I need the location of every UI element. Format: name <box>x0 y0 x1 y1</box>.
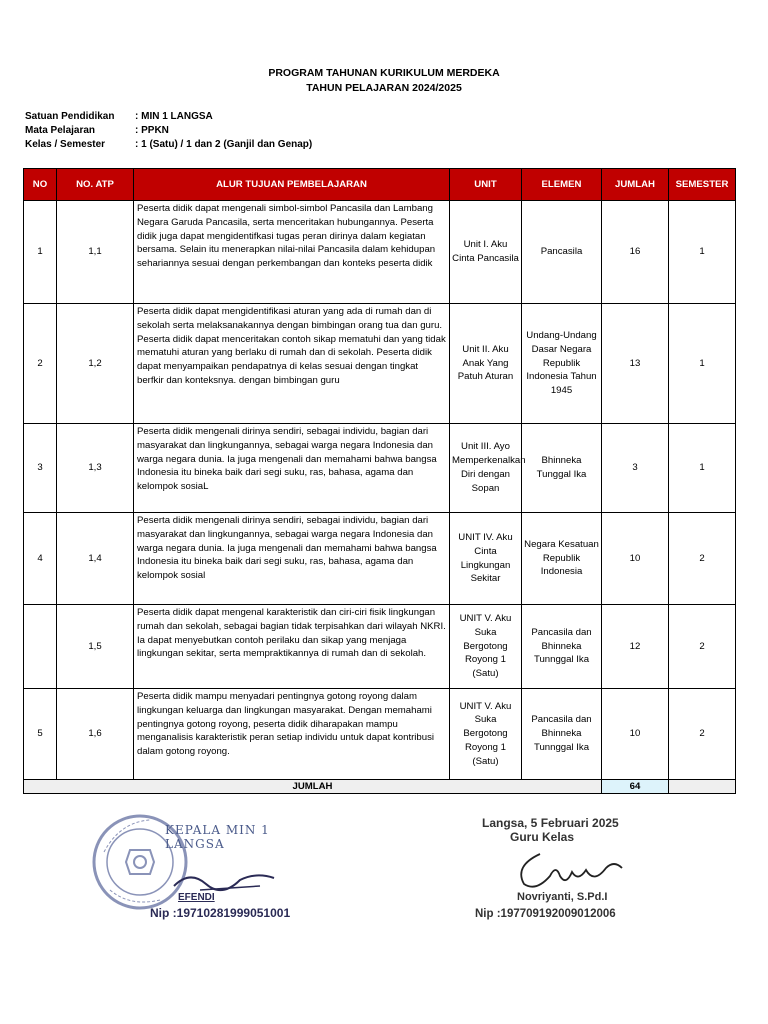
column-header-jumlah: JUMLAH <box>602 169 669 201</box>
cell-alur: Peserta didik dapat mengenali simbol-simbol Pancasila dan Lambang Negara Garuda Pancasila, serta menceritakan hubungannya. Peserta didik juga dapat mengidentifkasi tugas peran dirinya dalam kegiatan bersama. Selain itu menerapkan nilai-nilai Pancasila dalam kehidupan sehariannya sesuai dengan perkembangan dan konteks peserta didik <box>134 201 450 304</box>
total-empty-cell <box>669 780 736 794</box>
cell-elemen: Pancasila <box>522 201 602 304</box>
table-header-row <box>24 169 736 201</box>
cell-alur: Peserta didik dapat mengenal karakteristik dan ciri-ciri fisik lingkungan rumah dan sekolah, sebagai bagian tidak terpisahkan dari wilayah NKRI. Ia dapat menyebutkan contoh perilaku dan sikap yang menjaga lingkungan sekitar, serta mempraktikannya di rumah dan di sekolah. <box>134 605 450 689</box>
signature-block-teacher <box>470 816 710 926</box>
meta-label: Satuan Pendidikan <box>25 111 115 122</box>
column-header-alur: ALUR TUJUAN PEMBELAJARAN <box>134 169 450 201</box>
cell-atp: 1,6 <box>57 689 134 780</box>
cell-unit: Unit II. Aku Anak Yang Patuh Aturan <box>450 304 522 424</box>
column-header-atp: NO. ATP <box>57 169 134 201</box>
cell-elemen: Pancasila dan Bhinneka Tunnggal Ika <box>522 605 602 689</box>
cell-atp: 1,1 <box>57 201 134 304</box>
cell-atp: 1,2 <box>57 304 134 424</box>
column-header-semester: SEMESTER <box>669 169 736 201</box>
cell-jumlah: 10 <box>602 689 669 780</box>
meta-value: : PPKN <box>135 125 169 136</box>
meta-row-kelas <box>25 138 312 152</box>
column-header-unit: UNIT <box>450 169 522 201</box>
cell-jumlah: 13 <box>602 304 669 424</box>
cell-no: 3 <box>24 424 57 513</box>
total-value: 64 <box>602 780 669 794</box>
cell-atp: 1,4 <box>57 513 134 605</box>
meta-row-satuan <box>25 110 312 124</box>
table-row <box>24 605 736 689</box>
cell-no: 5 <box>24 689 57 780</box>
cell-jumlah: 3 <box>602 424 669 513</box>
table-row <box>24 513 736 605</box>
column-header-elemen: ELEMEN <box>522 169 602 201</box>
teacher-name: Novriyanti, S.Pd.I <box>517 891 608 903</box>
meta-value: : 1 (Satu) / 1 dan 2 (Ganjil dan Genap) <box>135 139 313 150</box>
cell-alur: Peserta didik dapat mengidentifikasi aturan yang ada di rumah dan di sekolah serta melaksanakannya dengan bimbingan orang tua dan guru. Peserta didik dapat menceritakan contoh sikap mematuhi dan yang tidak mematuhi aturan yang berlaku di rumah dan di sekolah. Peserta didik dapat menyampaikan pendapatnya di kelas sesuai dengan tingkat berfkir dan konteksnya. dengan bimbingan guru <box>134 304 450 424</box>
cell-jumlah: 16 <box>602 201 669 304</box>
cell-elemen: Undang-Undang Dasar Negara Republik Indonesia Tahun 1945 <box>522 304 602 424</box>
principal-nip: Nip :19710281999051001 <box>150 906 291 920</box>
signature-block-principal <box>90 812 330 932</box>
cell-no: 2 <box>24 304 57 424</box>
principal-heading: KEPALA MIN 1 LANGSA <box>165 823 270 851</box>
cell-elemen: Bhinneka Tunggal Ika <box>522 424 602 513</box>
column-header-no: NO <box>24 169 57 201</box>
meta-row-mapel <box>25 124 312 138</box>
cell-unit: UNIT V. Aku Suka Bergotong Royong 1 (Satu) <box>450 605 522 689</box>
cell-semester: 2 <box>669 689 736 780</box>
cell-alur: Peserta didik mengenali dirinya sendiri, sebagai individu, bagian dari masyarakat dan lingkungannya, sebagai warga negara Indonesia dan warga negara dunia. Ia juga mengenali dan memahami bahwa bangsa Indonesia itu bineka baik dari segi suku, ras, bahasa, agama dan kelompok sosial <box>134 513 450 605</box>
teacher-signature-icon <box>510 846 640 894</box>
cell-alur: Peserta didik mengenali dirinya sendiri, sebagai individu, bagian dari masyarakat dan lingkungannya, sebagai warga negara Indonesia dan warga negara dunia. Ia juga mengenali dan memahami bahwa bangsa Indonesia itu bineka baik dari segi suku, ras, bahasa, agama dan kelompok sosiaL <box>134 424 450 513</box>
cell-elemen: Negara Kesatuan Republik Indonesia <box>522 513 602 605</box>
cell-unit: UNIT IV. Aku Cinta Lingkungan Sekitar <box>450 513 522 605</box>
cell-unit: Unit III. Ayo Memperkenalkan Diri dengan Sopan <box>450 424 522 513</box>
cell-unit: Unit I. Aku Cinta Pancasila <box>450 201 522 304</box>
meta-label: Mata Pelajaran <box>25 125 96 136</box>
total-label: JUMLAH <box>24 780 602 794</box>
meta-label: Kelas / Semester <box>25 139 106 150</box>
document-title: PROGRAM TAHUNAN KURIKULUM MERDEKA <box>268 67 500 79</box>
cell-semester: 2 <box>669 513 736 605</box>
table-row <box>24 424 736 513</box>
meta-value: : MIN 1 LANGSA <box>135 111 213 122</box>
document-meta <box>25 110 312 152</box>
cell-unit: UNIT V. Aku Suka Bergotong Royong 1 (Satu) <box>450 689 522 780</box>
table-row <box>24 689 736 780</box>
cell-jumlah: 12 <box>602 605 669 689</box>
cell-no <box>24 605 57 689</box>
cell-alur: Peserta didik mampu menyadari pentingnya gotong royong dalam lingkungan keluarga dan lingkungan masyarakat. Dengan memahami pentingnya gotong royong, peserta didik diharapakan mampu menganalisis karakteristik peran setiap individu untuk dapat kontribusi dalam gotong royong. <box>134 689 450 780</box>
program-table <box>23 168 736 794</box>
cell-jumlah: 10 <box>602 513 669 605</box>
cell-semester: 1 <box>669 424 736 513</box>
table-total-row <box>24 780 736 794</box>
teacher-nip: Nip :197709192009012006 <box>475 908 616 920</box>
cell-semester: 2 <box>669 605 736 689</box>
teacher-role: Guru Kelas <box>510 830 575 844</box>
cell-no: 4 <box>24 513 57 605</box>
cell-semester: 1 <box>669 201 736 304</box>
signature-place-date: Langsa, 5 Februari 2025 <box>482 816 619 830</box>
table-row <box>24 304 736 424</box>
table-row <box>24 201 736 304</box>
principal-name: EFENDI <box>178 892 215 903</box>
document-subtitle: TAHUN PELAJARAN 2024/2025 <box>306 82 462 94</box>
cell-no: 1 <box>24 201 57 304</box>
cell-atp: 1,3 <box>57 424 134 513</box>
cell-semester: 1 <box>669 304 736 424</box>
cell-elemen: Pancasila dan Bhinneka Tunnggal Ika <box>522 689 602 780</box>
cell-atp: 1,5 <box>57 605 134 689</box>
